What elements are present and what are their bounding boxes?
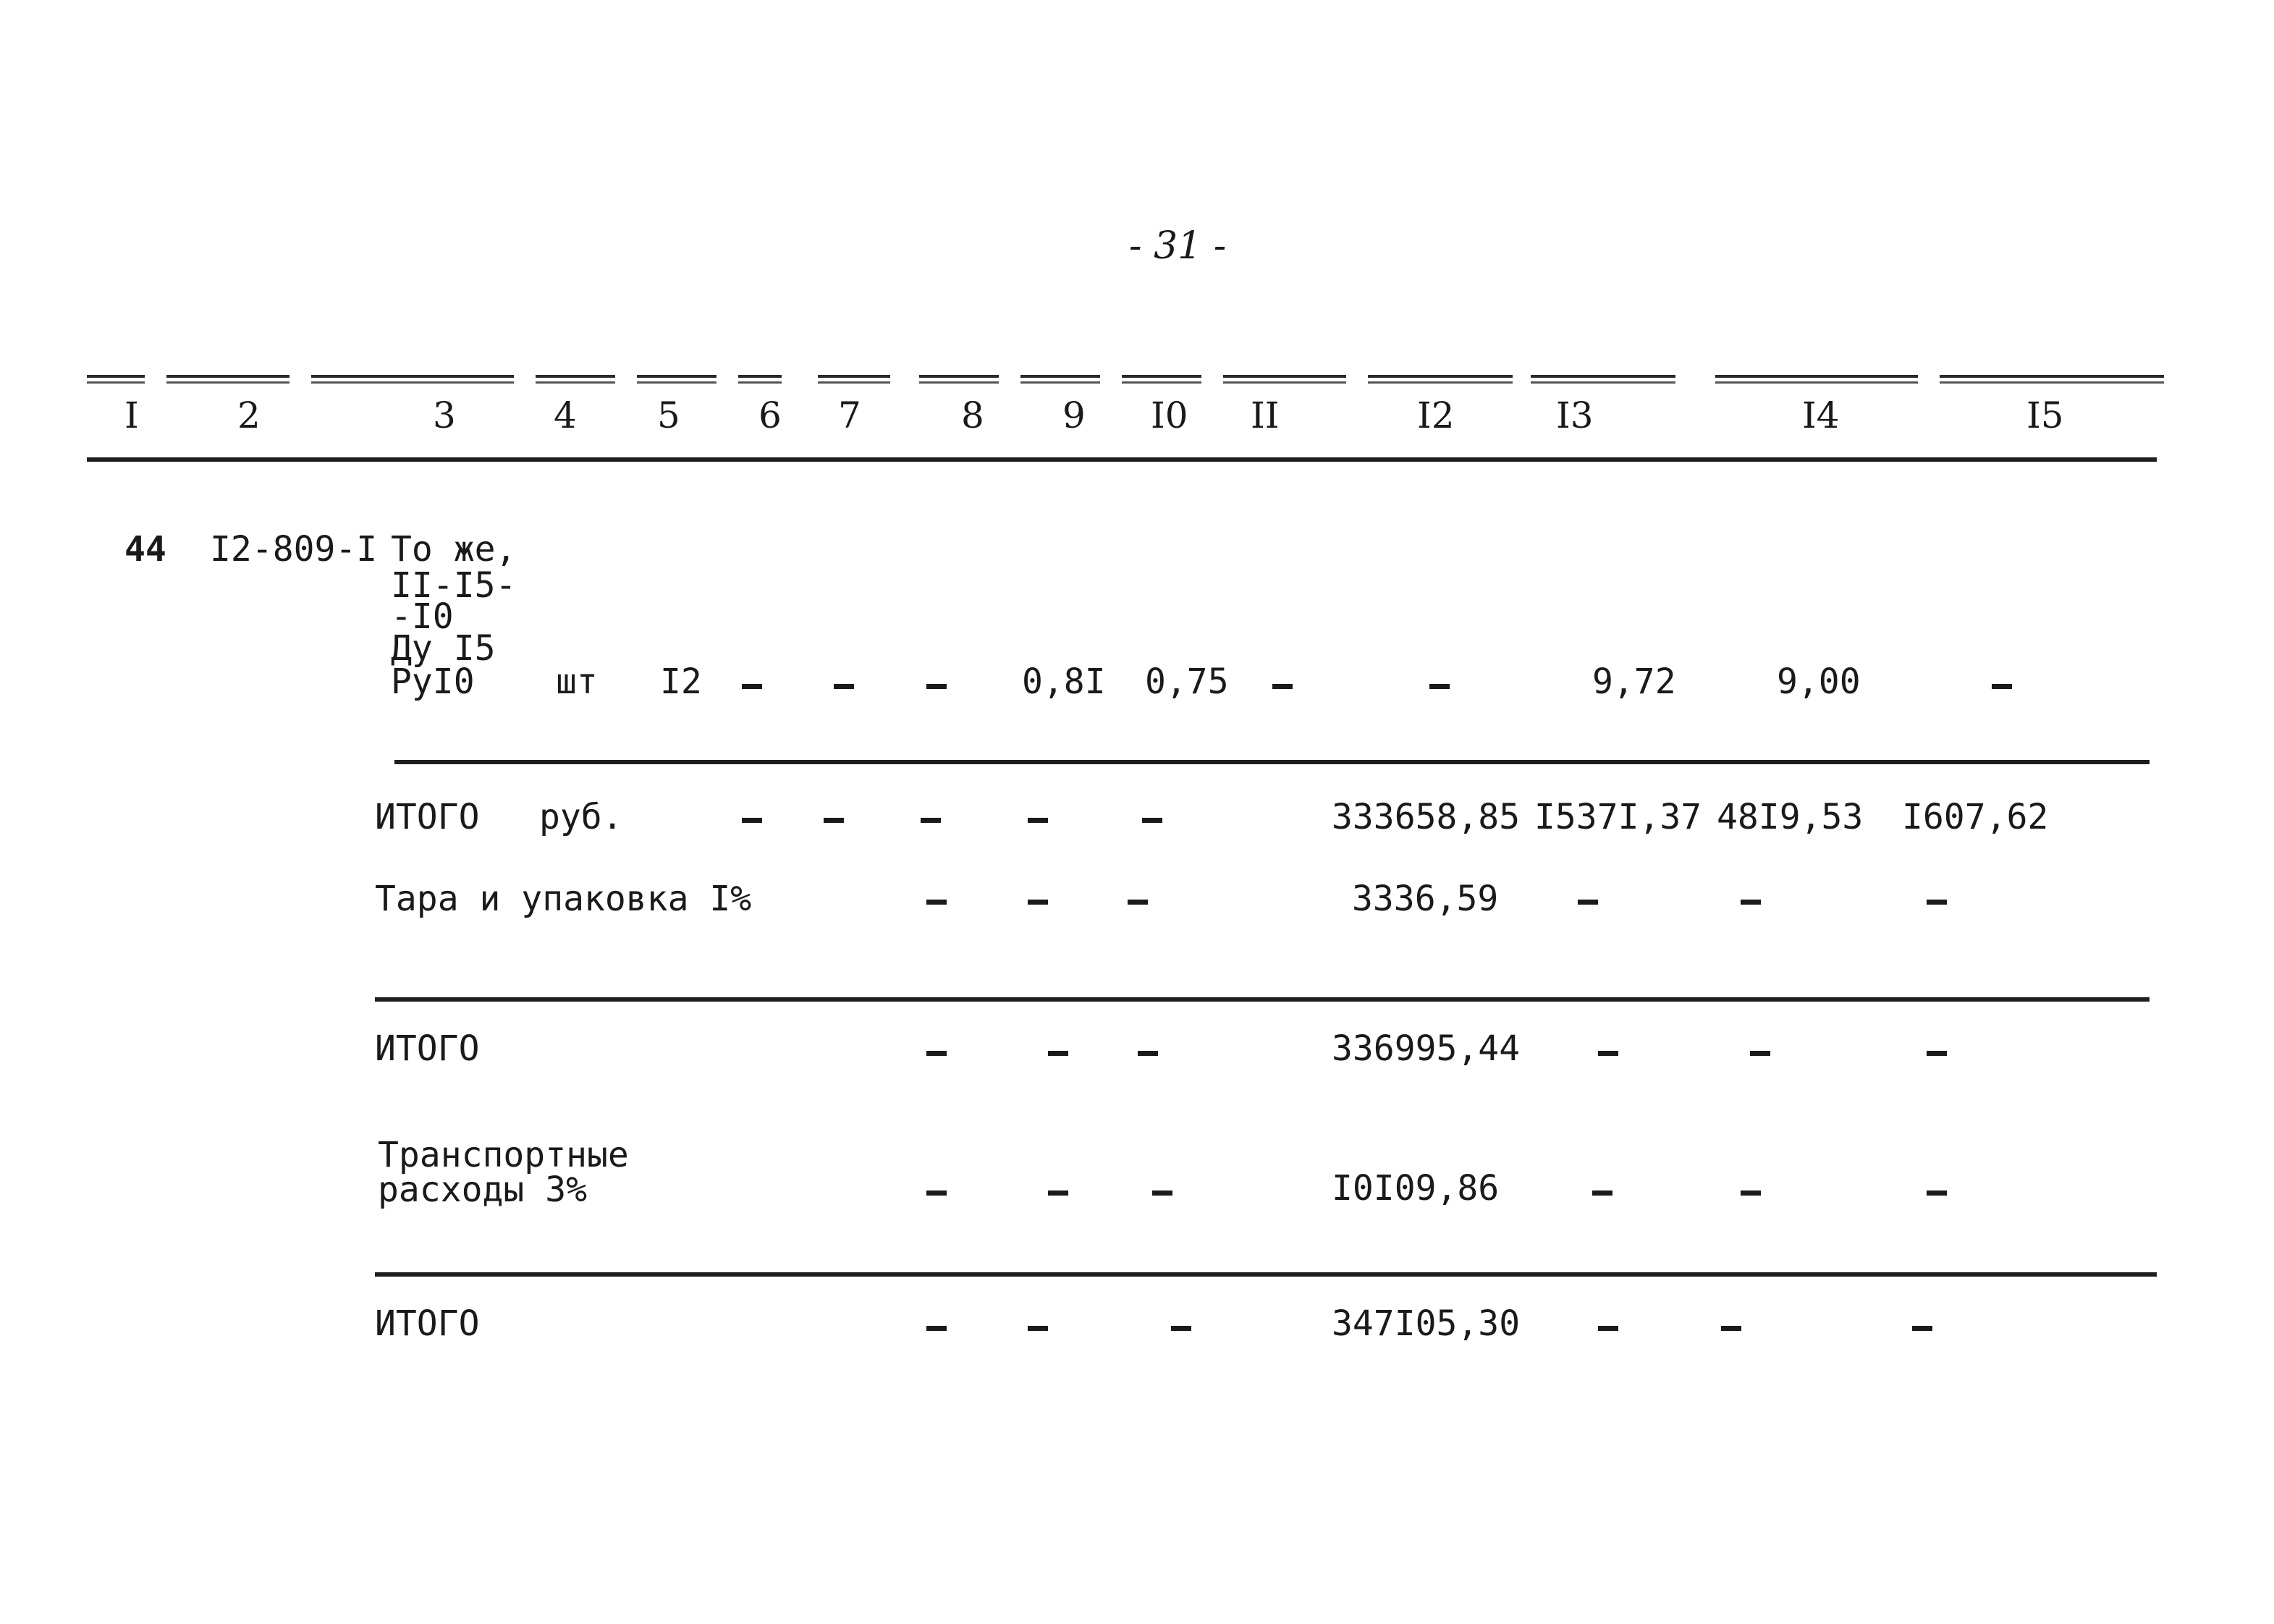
subtotal-label: ИТОГО bbox=[375, 1028, 480, 1069]
packaging-col12: 3336,59 bbox=[1352, 879, 1499, 919]
grand-total-col12: 347I05,30 bbox=[1332, 1303, 1521, 1344]
item-col13: 9,72 bbox=[1592, 661, 1676, 702]
dash-mark bbox=[834, 684, 854, 689]
item-col10: 0,75 bbox=[1145, 661, 1229, 702]
transport-label-line-1: Транспортные bbox=[378, 1135, 629, 1175]
dash-mark bbox=[1927, 1190, 1947, 1196]
dash-mark bbox=[1598, 1326, 1618, 1331]
col-header-2: 2 bbox=[237, 394, 261, 436]
dash-mark bbox=[1912, 1326, 1932, 1331]
dash-mark bbox=[1927, 900, 1947, 905]
dash-mark bbox=[742, 818, 762, 823]
item-name-line-4: Ду I5 bbox=[391, 628, 496, 669]
subtotal-col12: 336995,44 bbox=[1332, 1028, 1521, 1069]
dash-mark bbox=[1028, 818, 1048, 823]
total-label: ИТОГО bbox=[375, 797, 480, 837]
col-header-6: 6 bbox=[758, 394, 782, 436]
dash-mark bbox=[1927, 1051, 1947, 1056]
dash-mark bbox=[1578, 900, 1598, 905]
dash-mark bbox=[1048, 1190, 1068, 1196]
dash-mark bbox=[926, 1326, 947, 1331]
transport-label-line-2: расходы 3% bbox=[378, 1170, 587, 1210]
dash-mark bbox=[1592, 1190, 1612, 1196]
transport-col12: I0I09,86 bbox=[1332, 1168, 1500, 1209]
dash-mark bbox=[1272, 684, 1293, 689]
dash-mark bbox=[1028, 900, 1048, 905]
dash-mark bbox=[1741, 1190, 1761, 1196]
item-col9: 0,8I bbox=[1022, 661, 1106, 702]
dash-mark bbox=[1992, 684, 2012, 689]
dash-mark bbox=[1142, 818, 1162, 823]
col-header-5: 5 bbox=[657, 394, 680, 436]
total-col15: I607,62 bbox=[1902, 797, 2049, 837]
col-header-15: I5 bbox=[2026, 394, 2064, 436]
dash-mark bbox=[1152, 1190, 1172, 1196]
dash-mark bbox=[1721, 1326, 1741, 1331]
col-header-8: 8 bbox=[961, 394, 984, 436]
packaging-label: Тара и упаковка I% bbox=[375, 879, 752, 919]
col-header-1: I bbox=[124, 394, 139, 436]
col-header-12: I2 bbox=[1417, 394, 1455, 436]
col-header-4: 4 bbox=[554, 394, 577, 436]
dash-mark bbox=[926, 900, 947, 905]
total-col14: 48I9,53 bbox=[1717, 797, 1864, 837]
col-header-13: I3 bbox=[1556, 394, 1594, 436]
item-code: I2-809-I bbox=[210, 529, 378, 570]
dash-mark bbox=[1028, 1326, 1048, 1331]
page-number: - 31 - bbox=[1129, 224, 1227, 268]
dash-mark bbox=[1128, 900, 1148, 905]
dash-mark bbox=[824, 818, 844, 823]
header-bottom-rule bbox=[87, 457, 2157, 462]
col-header-7: 7 bbox=[838, 394, 861, 436]
total-col13: I537I,37 bbox=[1534, 797, 1702, 837]
item-name-line-3: -I0 bbox=[391, 596, 454, 637]
col-header-11: II bbox=[1251, 394, 1280, 436]
col-header-3: 3 bbox=[433, 394, 456, 436]
item-number: 44 bbox=[124, 529, 166, 570]
col-header-10: I0 bbox=[1151, 394, 1188, 436]
item-name-line-1: То же, bbox=[391, 529, 517, 570]
item-name-line-5: РуI0 bbox=[391, 661, 475, 702]
dash-mark bbox=[926, 1051, 947, 1056]
item-bottom-rule bbox=[394, 760, 2150, 764]
dash-mark bbox=[1598, 1051, 1618, 1056]
item-col14: 9,00 bbox=[1777, 661, 1861, 702]
dash-mark bbox=[926, 684, 947, 689]
grand-total-rule bbox=[375, 1272, 2157, 1277]
dash-mark bbox=[1741, 900, 1761, 905]
dash-mark bbox=[742, 684, 762, 689]
col-header-9: 9 bbox=[1062, 394, 1086, 436]
dash-mark bbox=[1171, 1326, 1191, 1331]
dash-mark bbox=[921, 818, 941, 823]
total-unit: руб. bbox=[539, 797, 623, 837]
dash-mark bbox=[1138, 1051, 1158, 1056]
dash-mark bbox=[1750, 1051, 1770, 1056]
dash-mark bbox=[1429, 684, 1450, 689]
col-header-14: I4 bbox=[1802, 394, 1840, 436]
subtotal-rule bbox=[375, 997, 2150, 1002]
grand-total-label: ИТОГО bbox=[375, 1303, 480, 1344]
dash-mark bbox=[926, 1190, 947, 1196]
item-unit: шт bbox=[556, 661, 598, 702]
item-qty: I2 bbox=[660, 661, 702, 702]
header-dashed-rule bbox=[87, 375, 2164, 385]
total-col12: 333658,85 bbox=[1332, 797, 1521, 837]
item-name-line-2: II-I5- bbox=[391, 565, 517, 606]
dash-mark bbox=[1048, 1051, 1068, 1056]
